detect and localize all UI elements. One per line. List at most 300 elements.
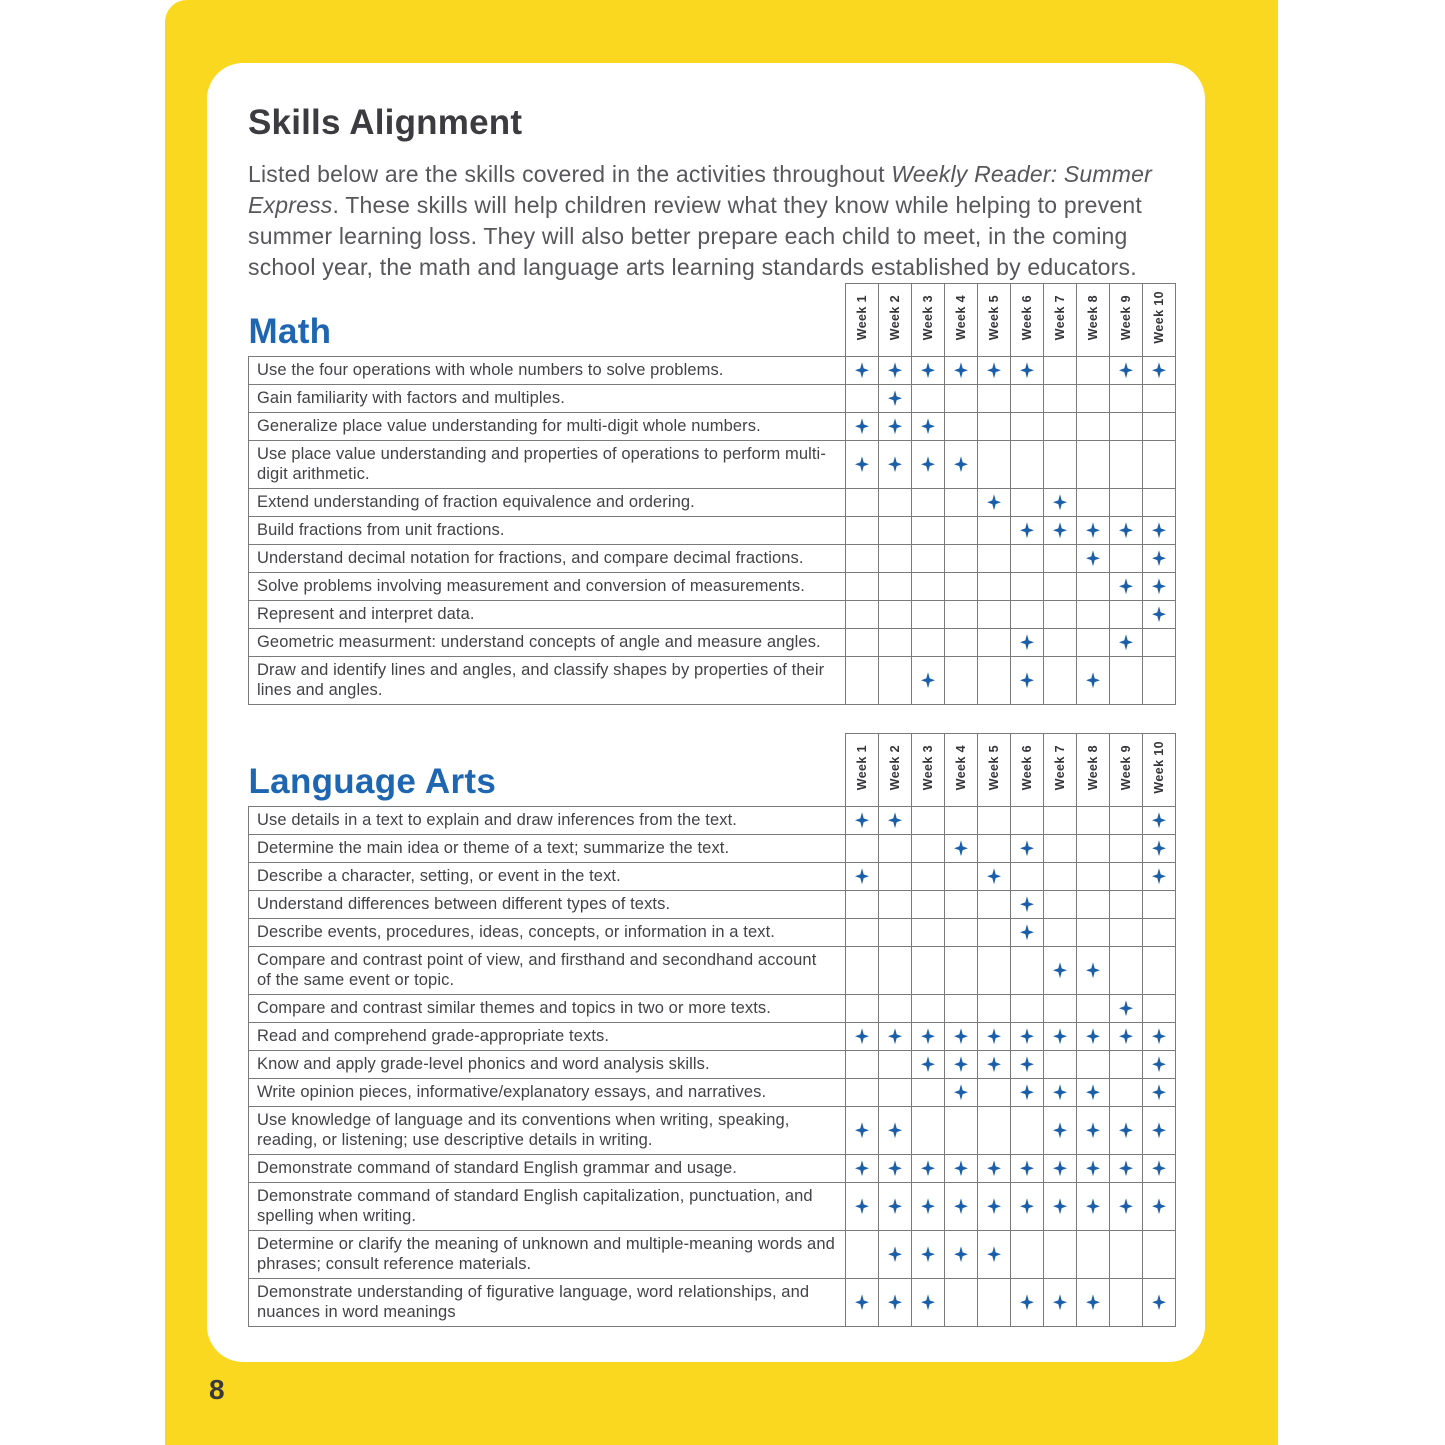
- week-mark-cell: [846, 891, 879, 919]
- week-mark-cell: [1077, 441, 1110, 489]
- week-mark-cell: [1110, 1107, 1143, 1155]
- week-header-label: Week 9: [1119, 294, 1133, 341]
- week-mark-cell: [846, 517, 879, 545]
- week-mark-cell: [1011, 947, 1044, 995]
- week-mark-cell: [879, 835, 912, 863]
- skills-table-math: [248, 283, 1176, 705]
- skill-diamond-icon: [888, 1160, 902, 1176]
- week-mark-cell: [1143, 835, 1176, 863]
- skill-label: Generalize place value understanding for multi-digit whole numbers.: [249, 413, 846, 441]
- week-mark-cell: [945, 629, 978, 657]
- week-mark-cell: [879, 545, 912, 573]
- week-mark-cell: [879, 413, 912, 441]
- week-mark-cell: [1077, 545, 1110, 573]
- skill-diamond-icon: [1086, 672, 1100, 688]
- skill-row: [249, 1023, 1176, 1051]
- week-mark-cell: [1143, 489, 1176, 517]
- week-mark-cell: [1077, 1183, 1110, 1231]
- skill-diamond-icon: [1020, 1198, 1034, 1214]
- week-header-label: Week 7: [1053, 294, 1067, 341]
- skill-row: [249, 1107, 1176, 1155]
- skills-sections: [248, 283, 1175, 1327]
- week-mark-cell: [945, 919, 978, 947]
- week-mark-cell: [945, 863, 978, 891]
- week-header-1: [846, 284, 879, 357]
- week-header-label: Week 9: [1119, 744, 1133, 791]
- week-mark-cell: [912, 489, 945, 517]
- week-mark-cell: [1044, 413, 1077, 441]
- week-mark-cell: [912, 1023, 945, 1051]
- week-mark-cell: [1011, 413, 1044, 441]
- skill-diamond-icon: [1152, 840, 1166, 856]
- skill-label: Use place value understanding and properties of operations to perform multi-digit arithmetic.: [249, 441, 846, 489]
- week-header-4: [945, 284, 978, 357]
- week-header-9: [1110, 734, 1143, 807]
- week-mark-cell: [1110, 891, 1143, 919]
- week-mark-cell: [912, 657, 945, 705]
- week-mark-cell: [879, 357, 912, 385]
- week-mark-cell: [1077, 601, 1110, 629]
- skill-row: [249, 629, 1176, 657]
- week-mark-cell: [978, 413, 1011, 441]
- week-mark-cell: [879, 573, 912, 601]
- skill-diamond-icon: [954, 840, 968, 856]
- week-mark-cell: [945, 573, 978, 601]
- week-mark-cell: [1143, 807, 1176, 835]
- week-mark-cell: [879, 863, 912, 891]
- skill-diamond-icon: [1086, 1294, 1100, 1310]
- week-mark-cell: [846, 807, 879, 835]
- week-mark-cell: [978, 1023, 1011, 1051]
- skill-diamond-icon: [1020, 362, 1034, 378]
- skill-row: [249, 947, 1176, 995]
- week-mark-cell: [978, 1155, 1011, 1183]
- skill-diamond-icon: [954, 1160, 968, 1176]
- week-mark-cell: [879, 1155, 912, 1183]
- week-mark-cell: [1077, 1279, 1110, 1327]
- skill-diamond-icon: [921, 1160, 935, 1176]
- skill-diamond-icon: [888, 1198, 902, 1214]
- week-mark-cell: [978, 919, 1011, 947]
- week-mark-cell: [1011, 919, 1044, 947]
- week-mark-cell: [879, 947, 912, 995]
- skill-row: [249, 545, 1176, 573]
- skill-diamond-icon: [1086, 1198, 1100, 1214]
- skill-row: [249, 1231, 1176, 1279]
- week-mark-cell: [1044, 629, 1077, 657]
- skill-diamond-icon: [1020, 924, 1034, 940]
- week-mark-cell: [1077, 947, 1110, 995]
- week-mark-cell: [846, 1107, 879, 1155]
- skill-row: [249, 441, 1176, 489]
- week-header-5: [978, 284, 1011, 357]
- week-mark-cell: [1077, 1155, 1110, 1183]
- skill-diamond-icon: [1152, 1160, 1166, 1176]
- skill-row: [249, 807, 1176, 835]
- week-mark-cell: [978, 863, 1011, 891]
- skill-row: [249, 995, 1176, 1023]
- week-mark-cell: [1011, 601, 1044, 629]
- week-mark-cell: [1044, 657, 1077, 705]
- week-mark-cell: [1077, 413, 1110, 441]
- week-mark-cell: [1011, 1231, 1044, 1279]
- week-header-label: Week 2: [888, 744, 902, 791]
- week-mark-cell: [912, 835, 945, 863]
- section-header-spacer: [249, 734, 846, 807]
- skill-diamond-icon: [888, 456, 902, 472]
- skill-diamond-icon: [1053, 1294, 1067, 1310]
- week-mark-cell: [1110, 357, 1143, 385]
- skills-table-language-arts: [248, 733, 1176, 1327]
- week-mark-cell: [846, 573, 879, 601]
- week-mark-cell: [945, 1107, 978, 1155]
- week-mark-cell: [1011, 441, 1044, 489]
- skill-label: Understand differences between different types of texts.: [249, 891, 846, 919]
- week-mark-cell: [846, 1231, 879, 1279]
- skill-diamond-icon: [1020, 1084, 1034, 1100]
- week-mark-cell: [1143, 601, 1176, 629]
- week-header-label: Week 5: [987, 744, 1001, 791]
- skill-diamond-icon: [855, 812, 869, 828]
- week-header-10: [1143, 734, 1176, 807]
- skill-diamond-icon: [1053, 1122, 1067, 1138]
- skill-diamond-icon: [987, 868, 1001, 884]
- skill-diamond-icon: [1119, 1000, 1133, 1016]
- skill-row: [249, 1079, 1176, 1107]
- week-mark-cell: [1011, 1051, 1044, 1079]
- skill-row: [249, 1155, 1176, 1183]
- skill-row: [249, 489, 1176, 517]
- skill-diamond-icon: [1020, 1056, 1034, 1072]
- week-mark-cell: [945, 891, 978, 919]
- week-mark-cell: [1110, 601, 1143, 629]
- week-header-label: Week 7: [1053, 744, 1067, 791]
- week-mark-cell: [1143, 357, 1176, 385]
- week-mark-cell: [945, 489, 978, 517]
- week-mark-cell: [1044, 863, 1077, 891]
- week-mark-cell: [945, 601, 978, 629]
- week-mark-cell: [879, 629, 912, 657]
- skill-diamond-icon: [1152, 1294, 1166, 1310]
- skill-label: Demonstrate command of standard English capitalization, punctuation, and spelling when writing.: [249, 1183, 846, 1231]
- skill-label: Determine or clarify the meaning of unknown and multiple-meaning words and phrases; consult reference materials.: [249, 1231, 846, 1279]
- week-mark-cell: [1143, 385, 1176, 413]
- week-mark-cell: [1077, 573, 1110, 601]
- skill-diamond-icon: [855, 1160, 869, 1176]
- skill-diamond-icon: [1119, 522, 1133, 538]
- week-mark-cell: [1143, 995, 1176, 1023]
- week-mark-cell: [912, 1051, 945, 1079]
- week-mark-cell: [846, 995, 879, 1023]
- skill-row: [249, 863, 1176, 891]
- week-mark-cell: [912, 1107, 945, 1155]
- skill-row: [249, 891, 1176, 919]
- week-header-7: [1044, 734, 1077, 807]
- week-mark-cell: [1077, 657, 1110, 705]
- skill-diamond-icon: [1152, 550, 1166, 566]
- skill-diamond-icon: [1020, 840, 1034, 856]
- week-header-label: Week 1: [855, 744, 869, 791]
- week-mark-cell: [1143, 573, 1176, 601]
- skill-label: Compare and contrast similar themes and topics in two or more texts.: [249, 995, 846, 1023]
- skill-label: Use the four operations with whole numbers to solve problems.: [249, 357, 846, 385]
- skill-diamond-icon: [888, 1294, 902, 1310]
- skill-diamond-icon: [987, 1056, 1001, 1072]
- week-mark-cell: [1143, 1107, 1176, 1155]
- section-title-math: Math: [248, 312, 332, 351]
- skill-diamond-icon: [921, 456, 935, 472]
- week-mark-cell: [912, 1079, 945, 1107]
- week-mark-cell: [879, 517, 912, 545]
- week-mark-cell: [1011, 1023, 1044, 1051]
- week-mark-cell: [879, 441, 912, 489]
- skill-diamond-icon: [855, 1294, 869, 1310]
- card-content: [207, 63, 1205, 1327]
- week-header-label: Week 4: [954, 294, 968, 341]
- week-mark-cell: [1044, 489, 1077, 517]
- week-mark-cell: [879, 807, 912, 835]
- skill-diamond-icon: [954, 1246, 968, 1262]
- week-header-label: Week 1: [855, 294, 869, 341]
- week-header-3: [912, 284, 945, 357]
- week-mark-cell: [879, 1231, 912, 1279]
- week-mark-cell: [912, 385, 945, 413]
- skill-diamond-icon: [1053, 1160, 1067, 1176]
- skill-diamond-icon: [954, 362, 968, 378]
- skill-diamond-icon: [1119, 578, 1133, 594]
- week-mark-cell: [1110, 1079, 1143, 1107]
- week-mark-cell: [1011, 1079, 1044, 1107]
- week-mark-cell: [879, 1107, 912, 1155]
- skill-label: Gain familiarity with factors and multiples.: [249, 385, 846, 413]
- skill-diamond-icon: [987, 1198, 1001, 1214]
- week-mark-cell: [1011, 545, 1044, 573]
- week-mark-cell: [1110, 1155, 1143, 1183]
- week-mark-cell: [912, 1231, 945, 1279]
- week-mark-cell: [1077, 1023, 1110, 1051]
- week-mark-cell: [978, 441, 1011, 489]
- week-mark-cell: [1077, 489, 1110, 517]
- week-mark-cell: [1077, 891, 1110, 919]
- week-mark-cell: [1044, 1079, 1077, 1107]
- week-mark-cell: [1077, 835, 1110, 863]
- week-mark-cell: [978, 385, 1011, 413]
- week-mark-cell: [1143, 1155, 1176, 1183]
- week-mark-cell: [1011, 357, 1044, 385]
- skill-diamond-icon: [1086, 522, 1100, 538]
- skill-label: Write opinion pieces, informative/explanatory essays, and narratives.: [249, 1079, 846, 1107]
- skill-diamond-icon: [954, 456, 968, 472]
- week-mark-cell: [879, 1183, 912, 1231]
- week-mark-cell: [1110, 385, 1143, 413]
- week-mark-cell: [846, 1079, 879, 1107]
- week-mark-cell: [879, 1279, 912, 1327]
- week-header-label: Week 6: [1020, 744, 1034, 791]
- skill-diamond-icon: [855, 456, 869, 472]
- week-header-label: Week 8: [1086, 744, 1100, 791]
- skill-diamond-icon: [1020, 672, 1034, 688]
- week-mark-cell: [1077, 1079, 1110, 1107]
- skill-diamond-icon: [855, 1198, 869, 1214]
- week-mark-cell: [1110, 441, 1143, 489]
- week-mark-cell: [1143, 919, 1176, 947]
- skill-diamond-icon: [1020, 522, 1034, 538]
- skill-diamond-icon: [855, 1028, 869, 1044]
- week-mark-cell: [879, 657, 912, 705]
- week-header-label: Week 10: [1152, 291, 1166, 344]
- week-mark-cell: [846, 385, 879, 413]
- skill-diamond-icon: [921, 362, 935, 378]
- intro-paragraph: [248, 159, 1178, 283]
- skill-diamond-icon: [987, 1160, 1001, 1176]
- skill-diamond-icon: [1086, 1028, 1100, 1044]
- skill-diamond-icon: [1152, 522, 1166, 538]
- week-header-5: [978, 734, 1011, 807]
- week-mark-cell: [1110, 807, 1143, 835]
- skill-label: Draw and identify lines and angles, and classify shapes by properties of their lines and angles.: [249, 657, 846, 705]
- skill-diamond-icon: [888, 1246, 902, 1262]
- week-mark-cell: [846, 863, 879, 891]
- skill-diamond-icon: [855, 362, 869, 378]
- week-mark-cell: [1044, 517, 1077, 545]
- week-mark-cell: [1077, 807, 1110, 835]
- week-mark-cell: [1110, 413, 1143, 441]
- week-mark-cell: [846, 413, 879, 441]
- week-mark-cell: [945, 1231, 978, 1279]
- week-mark-cell: [912, 573, 945, 601]
- intro-book-title: Weekly Reader: Summer Express: [248, 161, 1152, 218]
- week-mark-cell: [912, 413, 945, 441]
- week-mark-cell: [846, 441, 879, 489]
- week-mark-cell: [945, 413, 978, 441]
- week-mark-cell: [1044, 545, 1077, 573]
- week-mark-cell: [978, 1231, 1011, 1279]
- skill-diamond-icon: [987, 1246, 1001, 1262]
- week-mark-cell: [1110, 1183, 1143, 1231]
- skill-label: Solve problems involving measurement and conversion of measurements.: [249, 573, 846, 601]
- skill-diamond-icon: [987, 494, 1001, 510]
- week-mark-cell: [912, 919, 945, 947]
- week-mark-cell: [1011, 891, 1044, 919]
- week-header-10: [1143, 284, 1176, 357]
- page-title: Skills Alignment: [248, 103, 523, 142]
- week-mark-cell: [978, 835, 1011, 863]
- content-card: [207, 63, 1205, 1362]
- week-mark-cell: [1011, 629, 1044, 657]
- week-mark-cell: [978, 357, 1011, 385]
- skill-diamond-icon: [954, 1028, 968, 1044]
- skill-row: [249, 573, 1176, 601]
- skill-diamond-icon: [1020, 896, 1034, 912]
- intro-text-after: . These skills will help children review what they know while helping to prevent summer learning loss. They will also better prepare each child to meet, in the coming school year, the math and language arts learning standards established by educators.: [248, 192, 1142, 280]
- week-mark-cell: [1044, 1183, 1077, 1231]
- week-mark-cell: [978, 995, 1011, 1023]
- skill-row: [249, 835, 1176, 863]
- week-mark-cell: [945, 1079, 978, 1107]
- week-mark-cell: [846, 1183, 879, 1231]
- skill-diamond-icon: [1086, 962, 1100, 978]
- skill-label: Demonstrate command of standard English grammar and usage.: [249, 1155, 846, 1183]
- skill-diamond-icon: [1053, 494, 1067, 510]
- week-mark-cell: [1110, 517, 1143, 545]
- week-mark-cell: [846, 629, 879, 657]
- week-mark-cell: [879, 1079, 912, 1107]
- week-mark-cell: [846, 545, 879, 573]
- skill-diamond-icon: [1053, 1028, 1067, 1044]
- week-mark-cell: [978, 1279, 1011, 1327]
- week-mark-cell: [1143, 1183, 1176, 1231]
- week-mark-cell: [978, 573, 1011, 601]
- week-mark-cell: [1110, 863, 1143, 891]
- skill-diamond-icon: [954, 1056, 968, 1072]
- week-mark-cell: [1110, 1231, 1143, 1279]
- week-header-7: [1044, 284, 1077, 357]
- skill-diamond-icon: [888, 390, 902, 406]
- week-header-label: Week 6: [1020, 294, 1034, 341]
- week-mark-cell: [1044, 441, 1077, 489]
- week-mark-cell: [1011, 573, 1044, 601]
- week-mark-cell: [1011, 1107, 1044, 1155]
- week-mark-cell: [1077, 1107, 1110, 1155]
- week-mark-cell: [846, 1023, 879, 1051]
- skill-diamond-icon: [1053, 1084, 1067, 1100]
- week-header-label: Week 2: [888, 294, 902, 341]
- skill-row: [249, 1051, 1176, 1079]
- week-mark-cell: [1011, 517, 1044, 545]
- week-mark-cell: [1110, 835, 1143, 863]
- skill-diamond-icon: [1086, 1160, 1100, 1176]
- skill-label: Build fractions from unit fractions.: [249, 517, 846, 545]
- skill-diamond-icon: [1152, 868, 1166, 884]
- week-mark-cell: [1077, 385, 1110, 413]
- skill-diamond-icon: [1152, 1122, 1166, 1138]
- week-mark-cell: [912, 629, 945, 657]
- week-header-3: [912, 734, 945, 807]
- skill-label: Read and comprehend grade-appropriate texts.: [249, 1023, 846, 1051]
- skill-row: [249, 413, 1176, 441]
- week-mark-cell: [1011, 995, 1044, 1023]
- week-mark-cell: [1077, 919, 1110, 947]
- skill-diamond-icon: [921, 1246, 935, 1262]
- skill-diamond-icon: [954, 1084, 968, 1100]
- skill-label: Know and apply grade-level phonics and word analysis skills.: [249, 1051, 846, 1079]
- week-mark-cell: [1044, 573, 1077, 601]
- skill-diamond-icon: [888, 1122, 902, 1138]
- week-mark-cell: [846, 601, 879, 629]
- page-number: 8: [209, 1374, 225, 1405]
- week-mark-cell: [912, 1155, 945, 1183]
- week-mark-cell: [945, 517, 978, 545]
- skill-diamond-icon: [1152, 606, 1166, 622]
- week-header-2: [879, 284, 912, 357]
- skill-label: Demonstrate understanding of figurative language, word relationships, and nuances in word meanings: [249, 1279, 846, 1327]
- week-mark-cell: [978, 947, 1011, 995]
- week-mark-cell: [1143, 413, 1176, 441]
- week-mark-cell: [945, 947, 978, 995]
- week-mark-cell: [912, 357, 945, 385]
- week-mark-cell: [1077, 863, 1110, 891]
- skill-diamond-icon: [1119, 634, 1133, 650]
- week-mark-cell: [879, 919, 912, 947]
- skill-diamond-icon: [1119, 1122, 1133, 1138]
- week-mark-cell: [945, 1183, 978, 1231]
- skill-diamond-icon: [921, 672, 935, 688]
- week-mark-cell: [846, 835, 879, 863]
- skill-diamond-icon: [1152, 1084, 1166, 1100]
- skill-diamond-icon: [1020, 1160, 1034, 1176]
- week-mark-cell: [912, 995, 945, 1023]
- week-mark-cell: [1110, 995, 1143, 1023]
